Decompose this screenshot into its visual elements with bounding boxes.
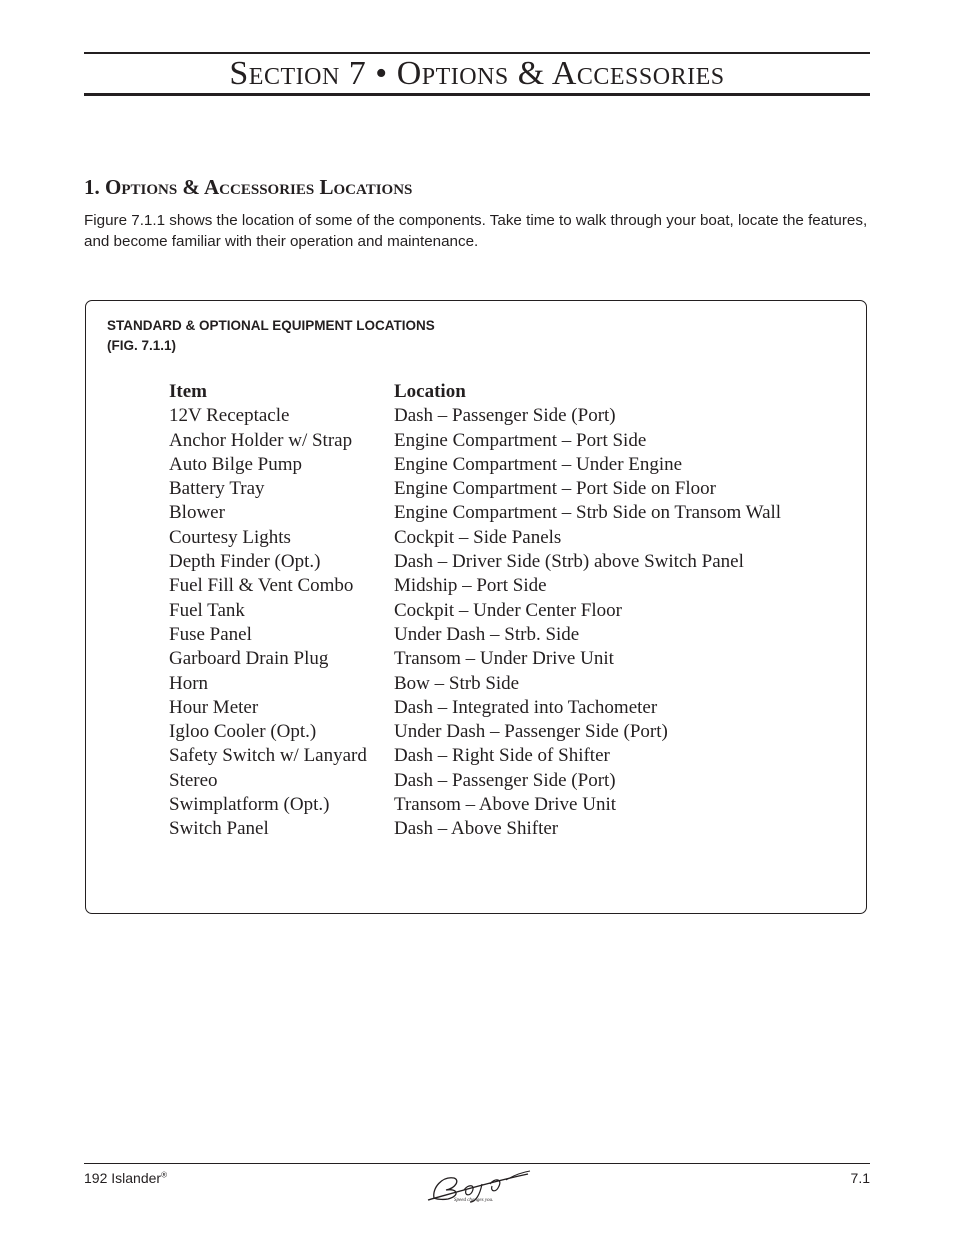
item-cell: Anchor Holder w/ Strap: [169, 429, 353, 451]
item-cell: Switch Panel: [169, 818, 269, 840]
location-cell: Cockpit – Under Center Floor: [394, 599, 622, 621]
figure-title: [107, 316, 435, 356]
item-cell: Auto Bilge Pump: [169, 453, 303, 475]
location-cell: Dash – Passenger Side (Port): [394, 769, 616, 791]
location-cell: Engine Compartment – Port Side on Floor: [394, 478, 716, 500]
table-row: [169, 720, 834, 744]
location-cell: Engine Compartment – Strb Side on Transom Wall: [394, 502, 782, 524]
figure-title-line2: (FIG. 7.1.1): [107, 338, 177, 353]
location-cell: Dash – Above Shifter: [394, 818, 559, 840]
footer-rule: [84, 1163, 870, 1164]
title-bottom-rule: [84, 93, 870, 96]
item-cell: Blower: [169, 502, 225, 524]
registered-mark: ®: [161, 1170, 167, 1180]
intro-paragraph: Figure 7.1.1 shows the location of some of the components. Take time to walk through your boat, locate the features, and become familiar with their operation and maintenance.: [84, 212, 868, 250]
figure-title-line1: STANDARD & OPTIONAL EQUIPMENT LOCATIONS: [107, 318, 435, 333]
item-cell: Depth Finder (Opt.): [169, 551, 321, 573]
page-title: Section 7 • Options & Accessories: [229, 55, 725, 92]
location-cell: Dash – Driver Side (Strb) above Switch Panel: [394, 551, 744, 573]
footer-model-name: 192 Islander: [84, 1170, 162, 1186]
equipment-table: [169, 380, 834, 842]
logo-tagline: Speed changes you.: [454, 1198, 494, 1203]
location-cell: Transom – Above Drive Unit: [394, 794, 617, 816]
location-cell: Cockpit – Side Panels: [394, 526, 562, 548]
table-row: [169, 647, 834, 671]
location-cell: Midship – Port Side: [394, 575, 547, 597]
table-row: [169, 623, 834, 647]
table-row: [169, 793, 834, 817]
item-cell: Fuel Fill & Vent Combo: [169, 575, 354, 597]
table-row: [169, 453, 834, 477]
table-row: [169, 817, 834, 841]
item-cell: Safety Switch w/ Lanyard: [169, 745, 367, 767]
table-body: [169, 404, 834, 841]
table-row: [169, 769, 834, 793]
title-top-rule: [84, 52, 870, 54]
table-row: [169, 744, 834, 768]
item-cell: Fuse Panel: [169, 623, 252, 645]
column-header-item: Item: [169, 381, 207, 402]
location-cell: Under Dash – Strb. Side: [394, 623, 580, 645]
item-cell: Battery Tray: [169, 478, 265, 500]
item-cell: Garboard Drain Plug: [169, 648, 329, 670]
table-row: [169, 696, 834, 720]
location-cell: Under Dash – Passenger Side (Port): [394, 721, 668, 743]
location-cell: Engine Compartment – Under Engine: [394, 453, 683, 475]
location-cell: Engine Compartment – Port Side: [394, 429, 647, 451]
table-row: [169, 574, 834, 598]
table-header-row: [169, 380, 834, 404]
item-cell: Courtesy Lights: [169, 526, 291, 548]
item-cell: Stereo: [169, 769, 218, 791]
table-row: [169, 672, 834, 696]
location-cell: Bow – Strb Side: [394, 672, 520, 694]
table-row: [169, 477, 834, 501]
table-row: [169, 599, 834, 623]
location-cell: Dash – Passenger Side (Port): [394, 405, 616, 427]
location-cell: Transom – Under Drive Unit: [394, 648, 614, 670]
table-row: [169, 501, 834, 525]
item-cell: Hour Meter: [169, 696, 259, 718]
column-header-location: Location: [394, 381, 466, 402]
baja-logo: [420, 1168, 532, 1204]
footer-model: [84, 1170, 167, 1186]
item-cell: Horn: [169, 672, 209, 694]
table-row: [169, 550, 834, 574]
item-cell: Swimplatform (Opt.): [169, 794, 330, 816]
item-cell: Igloo Cooler (Opt.): [169, 721, 317, 743]
table-row: [169, 429, 834, 453]
table-row: [169, 404, 834, 428]
location-cell: Dash – Integrated into Tachometer: [394, 696, 658, 718]
item-cell: 12V Receptacle: [169, 405, 290, 427]
section-heading: 1. Options & Accessories Locations: [84, 175, 413, 199]
table-row: [169, 526, 834, 550]
item-cell: Fuel Tank: [169, 599, 245, 621]
page-number: 7.1: [850, 1170, 870, 1186]
location-cell: Dash – Right Side of Shifter: [394, 745, 610, 767]
